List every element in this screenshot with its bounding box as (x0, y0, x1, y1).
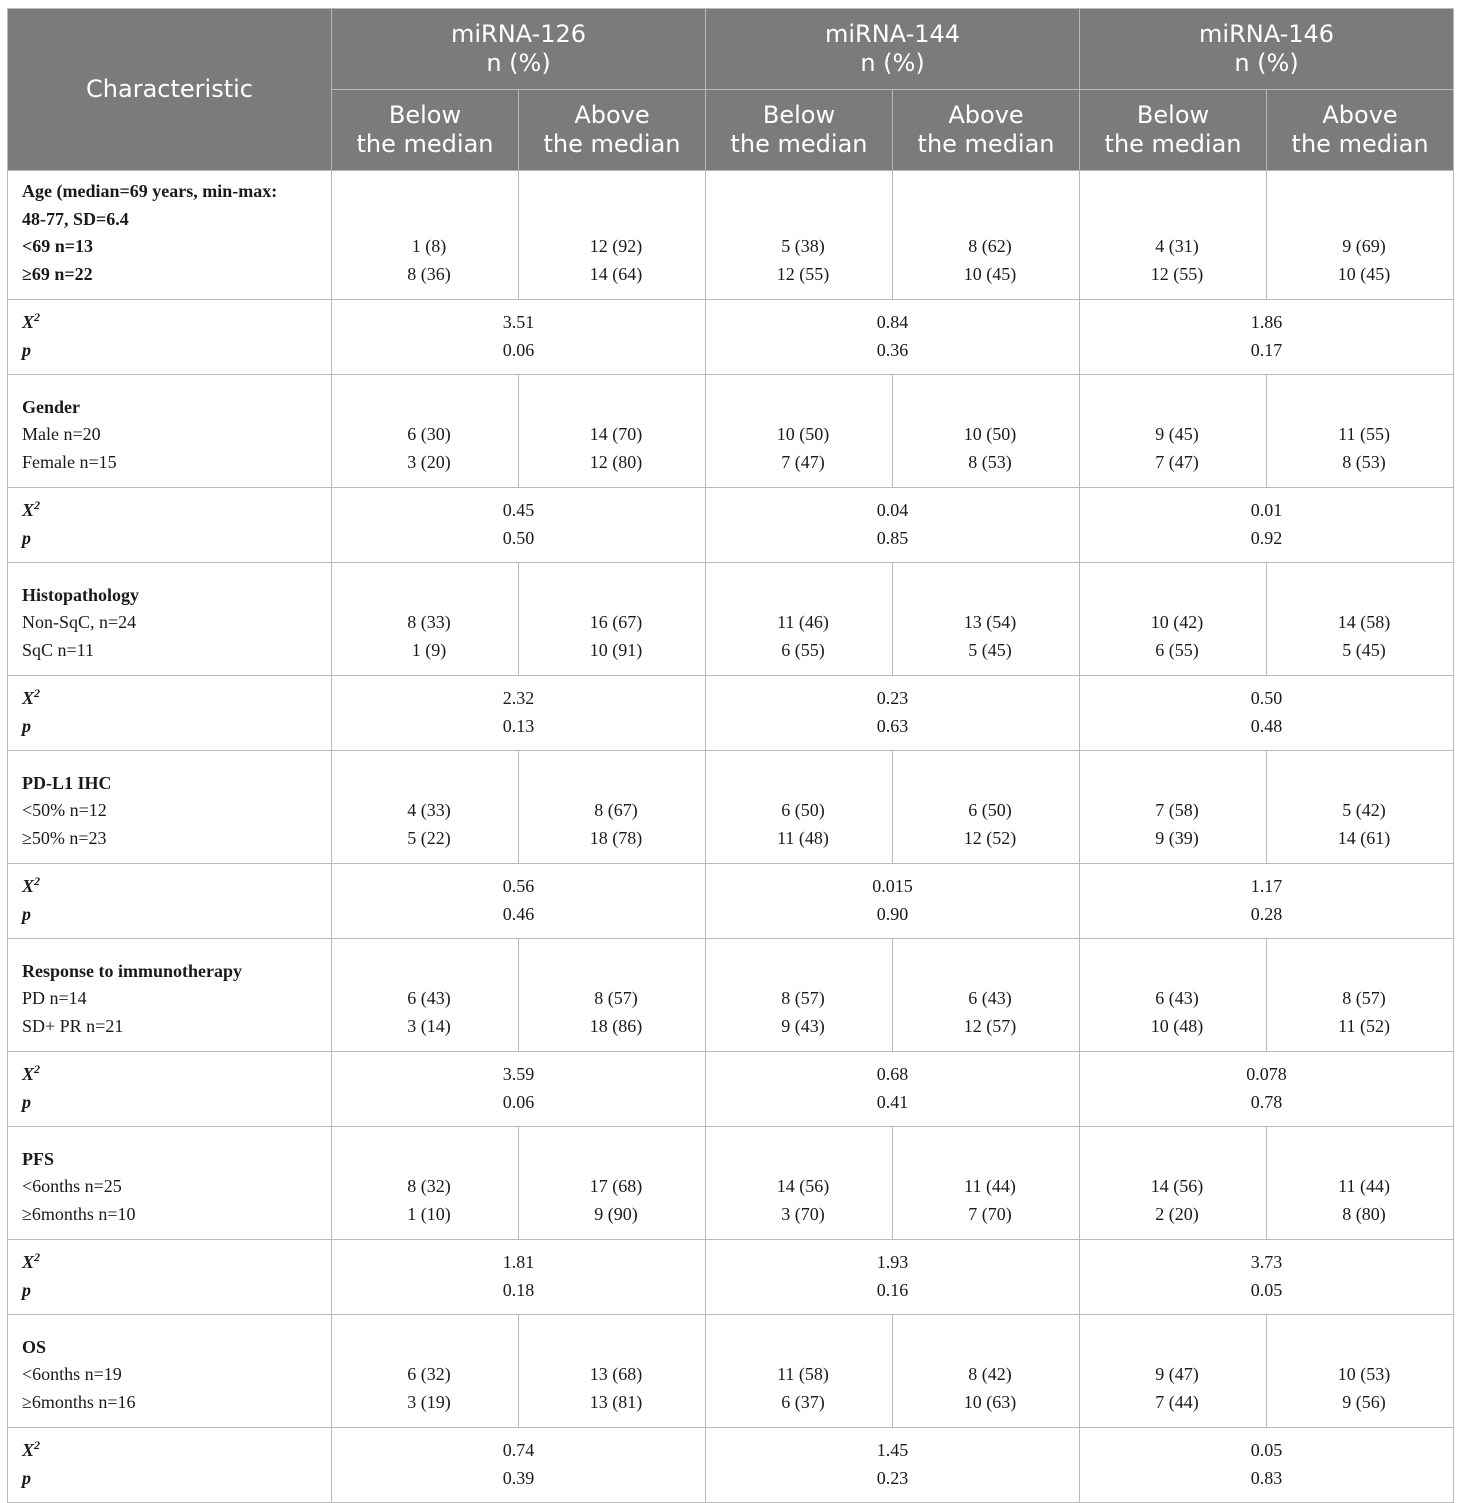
group-row (8, 1315, 1454, 1428)
p-value-label: p (22, 528, 31, 548)
count-value: 12 (57) (963, 1016, 1017, 1037)
count-value: 10 (42) (1150, 612, 1204, 633)
p-value: 0.48 (1250, 716, 1283, 736)
chi-square-value: 0.84 (876, 312, 909, 333)
chi-square-value: 0.45 (502, 500, 535, 521)
count-value: 8 (80) (1342, 1204, 1386, 1225)
count-value: 10 (91) (589, 640, 643, 661)
stat-value-cell (332, 864, 706, 939)
chi-label-text: X (22, 312, 35, 333)
count-value: 6 (43) (968, 988, 1012, 1009)
category-label: ≥6months n=10 (22, 1204, 136, 1225)
count-value: 6 (32) (407, 1364, 451, 1385)
category-label: <6onths n=19 (22, 1364, 122, 1385)
below-median-header (706, 90, 893, 171)
count-value: 5 (45) (1342, 640, 1386, 661)
characteristic-cell (8, 1315, 332, 1428)
category-label: ≥69 n=22 (22, 264, 93, 285)
stat-label-cell (8, 1052, 332, 1127)
p-value: 0.46 (502, 904, 535, 924)
count-value: 8 (32) (407, 1176, 451, 1197)
sub-line: the median (1104, 130, 1242, 158)
count-value: 16 (67) (589, 612, 643, 633)
characteristic-title: 48-77, SD=6.4 (22, 208, 129, 229)
group-row (8, 171, 1454, 300)
category-label: <69 n=13 (22, 236, 94, 257)
count-value: 11 (44) (1338, 1176, 1390, 1197)
count-cell (519, 563, 706, 676)
count-value: 1 (10) (407, 1204, 451, 1225)
p-value: 0.83 (1250, 1468, 1283, 1488)
sub-line: Above (1322, 101, 1398, 129)
count-value: 7 (44) (1155, 1392, 1199, 1413)
chi-square-label (22, 497, 331, 525)
stat-label-cell (8, 488, 332, 563)
count-cell (1267, 375, 1454, 488)
chi-square-value: 3.59 (502, 1064, 535, 1085)
count-value: 5 (38) (781, 236, 825, 257)
stat-value-cell (332, 300, 706, 375)
p-value: 0.41 (876, 1092, 909, 1112)
p-value: 0.78 (1250, 1092, 1283, 1112)
count-value: 3 (19) (407, 1392, 451, 1413)
chi-square-value: 0.74 (502, 1440, 535, 1461)
count-value: 10 (53) (1337, 1364, 1391, 1385)
sub-line: Below (1136, 101, 1210, 129)
chi-square-value: 0.50 (1250, 688, 1283, 709)
stat-label-cell (8, 1240, 332, 1315)
stat-row (8, 864, 1454, 939)
p-value-label: p (22, 1092, 31, 1112)
p-value: 0.23 (876, 1468, 909, 1488)
count-cell (1080, 939, 1267, 1052)
count-value: 6 (55) (1155, 640, 1199, 661)
count-value: 18 (78) (589, 828, 643, 849)
count-cell (893, 1315, 1080, 1428)
chi-square-label (22, 685, 331, 713)
sub-line: Below (762, 101, 836, 129)
count-value: 11 (46) (777, 612, 829, 633)
group-unit: n (%) (486, 49, 551, 77)
category-label: PD n=14 (22, 988, 87, 1009)
count-cell (706, 1315, 893, 1428)
characteristic-header: Characteristic (8, 9, 332, 171)
characteristic-title: PFS (22, 1148, 55, 1169)
count-cell (706, 563, 893, 676)
characteristic-title: Response to immunotherapy (22, 960, 243, 981)
characteristic-cell (8, 939, 332, 1052)
stat-value-cell (706, 488, 1080, 563)
p-value-label: p (22, 716, 31, 736)
chi-square-value: 3.73 (1250, 1252, 1283, 1273)
category-label: Non-SqC, n=24 (22, 612, 137, 633)
count-value: 1 (8) (411, 236, 447, 257)
count-value: 8 (67) (594, 800, 638, 821)
count-value: 8 (42) (968, 1364, 1012, 1385)
p-value: 0.92 (1250, 528, 1283, 548)
count-value: 10 (45) (963, 264, 1017, 285)
stat-value-cell (706, 676, 1080, 751)
count-value: 6 (43) (407, 988, 451, 1009)
count-cell (1080, 375, 1267, 488)
count-value: 5 (42) (1342, 800, 1386, 821)
count-value: 8 (57) (594, 988, 638, 1009)
chi-square-value: 0.078 (1246, 1064, 1287, 1085)
stat-value-cell (1080, 300, 1454, 375)
count-cell (519, 1315, 706, 1428)
count-value: 9 (43) (781, 1016, 825, 1037)
count-cell (1080, 751, 1267, 864)
p-value: 0.05 (1250, 1280, 1283, 1300)
above-median-header (893, 90, 1080, 171)
count-value: 8 (57) (781, 988, 825, 1009)
count-value: 2 (20) (1155, 1204, 1199, 1225)
count-value: 6 (55) (781, 640, 825, 661)
stat-value-cell (1080, 676, 1454, 751)
count-cell (706, 375, 893, 488)
count-value: 11 (52) (1338, 1016, 1390, 1037)
count-value: 14 (56) (776, 1176, 830, 1197)
p-value-label: p (22, 1468, 31, 1488)
category-label: Female n=15 (22, 452, 117, 473)
above-median-header (1267, 90, 1454, 171)
stat-value-cell (332, 676, 706, 751)
chi-square-value: 3.51 (502, 312, 535, 333)
p-value: 0.16 (876, 1280, 909, 1300)
chi-label-text: X (22, 688, 35, 709)
count-value: 8 (53) (968, 452, 1012, 473)
stat-row (8, 1428, 1454, 1503)
chi-label-sup: 2 (34, 874, 41, 889)
stat-label-cell (8, 864, 332, 939)
stat-label-cell (8, 1428, 332, 1503)
count-cell (519, 939, 706, 1052)
count-cell (332, 563, 519, 676)
chi-square-label (22, 873, 331, 901)
count-value: 14 (56) (1150, 1176, 1204, 1197)
count-cell (332, 375, 519, 488)
characteristic-cell (8, 375, 332, 488)
count-value: 9 (69) (1342, 236, 1386, 257)
count-cell (519, 751, 706, 864)
count-value: 7 (47) (1155, 452, 1199, 473)
count-value: 10 (63) (963, 1392, 1017, 1413)
sub-line: Below (388, 101, 462, 129)
chi-label-text: X (22, 1440, 35, 1461)
count-cell (1267, 751, 1454, 864)
count-value: 14 (61) (1337, 828, 1391, 849)
characteristic-title: Histopathology (22, 584, 140, 605)
count-value: 14 (70) (589, 424, 643, 445)
p-value-label: p (22, 340, 31, 360)
count-value: 12 (80) (589, 452, 643, 473)
count-value: 6 (50) (968, 800, 1012, 821)
count-cell (1267, 171, 1454, 300)
count-value: 14 (58) (1337, 612, 1391, 633)
chi-square-value: 0.04 (876, 500, 909, 521)
stat-row (8, 1052, 1454, 1127)
group-row (8, 563, 1454, 676)
category-label: Male n=20 (22, 424, 101, 445)
chi-square-value: 0.68 (876, 1064, 909, 1085)
p-value: 0.06 (502, 340, 535, 360)
count-cell (893, 751, 1080, 864)
count-cell (893, 563, 1080, 676)
count-value: 9 (45) (1155, 424, 1199, 445)
count-value: 13 (81) (589, 1392, 643, 1413)
below-median-header (332, 90, 519, 171)
p-value: 0.36 (876, 340, 909, 360)
below-median-header (1080, 90, 1267, 171)
characteristic-cell (8, 563, 332, 676)
chi-label-sup: 2 (34, 1250, 41, 1265)
count-value: 17 (68) (589, 1176, 643, 1197)
p-value: 0.39 (502, 1468, 535, 1488)
count-value: 14 (64) (589, 264, 643, 285)
chi-square-value: 0.56 (502, 876, 535, 897)
count-cell (1267, 939, 1454, 1052)
chi-label-sup: 2 (34, 686, 41, 701)
count-value: 6 (30) (407, 424, 451, 445)
stat-value-cell (1080, 488, 1454, 563)
stat-value-cell (706, 1428, 1080, 1503)
category-label: SqC n=11 (22, 640, 94, 661)
p-value: 0.17 (1250, 340, 1283, 360)
count-value: 12 (92) (589, 236, 643, 257)
count-value: 3 (14) (407, 1016, 451, 1037)
count-cell (706, 751, 893, 864)
count-cell (1267, 1315, 1454, 1428)
chi-square-value: 1.93 (876, 1252, 909, 1273)
category-label: <6onths n=25 (22, 1176, 122, 1197)
chi-label-sup: 2 (34, 1062, 41, 1077)
group-unit: n (%) (860, 49, 925, 77)
chi-square-value: 1.17 (1250, 876, 1283, 897)
count-value: 3 (20) (407, 452, 451, 473)
stat-value-cell (706, 300, 1080, 375)
count-value: 8 (57) (1342, 988, 1386, 1009)
p-value-label: p (22, 1280, 31, 1300)
count-value: 11 (44) (964, 1176, 1016, 1197)
characteristic-title: OS (22, 1336, 47, 1357)
chi-label-sup: 2 (34, 498, 41, 513)
chi-square-value: 1.45 (876, 1440, 909, 1461)
chi-label-text: X (22, 1064, 35, 1085)
count-value: 18 (86) (589, 1016, 643, 1037)
count-cell (519, 171, 706, 300)
p-value: 0.85 (876, 528, 909, 548)
group-row (8, 939, 1454, 1052)
count-value: 10 (45) (1337, 264, 1391, 285)
p-value: 0.28 (1250, 904, 1283, 924)
stat-label-cell (8, 300, 332, 375)
chi-square-label (22, 309, 331, 337)
count-cell (1080, 171, 1267, 300)
stat-row (8, 1240, 1454, 1315)
p-value: 0.13 (502, 716, 535, 736)
count-value: 10 (50) (776, 424, 830, 445)
count-cell (706, 171, 893, 300)
p-value: 0.63 (876, 716, 909, 736)
stat-value-cell (1080, 1240, 1454, 1315)
chi-label-text: X (22, 876, 35, 897)
count-value: 5 (22) (407, 828, 451, 849)
stat-value-cell (706, 864, 1080, 939)
count-value: 9 (56) (1342, 1392, 1386, 1413)
group-name: miRNA-144 (825, 20, 961, 48)
chi-square-value: 0.01 (1250, 500, 1283, 521)
count-cell (893, 1127, 1080, 1240)
count-value: 13 (54) (963, 612, 1017, 633)
chi-square-value: 1.86 (1250, 312, 1283, 333)
characteristic-title: Gender (22, 396, 80, 417)
p-value: 0.50 (502, 528, 535, 548)
characteristic-cell (8, 751, 332, 864)
count-value: 11 (58) (777, 1364, 829, 1385)
stat-value-cell (332, 1428, 706, 1503)
count-value: 4 (31) (1155, 236, 1199, 257)
table-body (8, 171, 1454, 1503)
stat-value-cell (332, 1052, 706, 1127)
chi-square-value: 1.81 (502, 1252, 535, 1273)
chi-label-text: X (22, 1252, 35, 1273)
sub-line: Above (574, 101, 650, 129)
category-label: ≥6months n=16 (22, 1392, 136, 1413)
chi-square-label (22, 1061, 331, 1089)
count-value: 8 (53) (1342, 452, 1386, 473)
category-label: <50% n=12 (22, 800, 107, 821)
characteristic-cell (8, 171, 332, 300)
count-value: 10 (48) (1150, 1016, 1204, 1037)
count-cell (519, 375, 706, 488)
count-value: 5 (45) (968, 640, 1012, 661)
count-value: 11 (55) (1338, 424, 1390, 445)
count-value: 8 (33) (407, 612, 451, 633)
count-cell (1080, 1315, 1267, 1428)
count-value: 6 (50) (781, 800, 825, 821)
count-value: 8 (36) (407, 264, 451, 285)
mirna-146-header (1080, 9, 1454, 90)
count-value: 4 (33) (407, 800, 451, 821)
chi-label-text: X (22, 500, 35, 521)
count-value: 13 (68) (589, 1364, 643, 1385)
chi-square-label (22, 1437, 331, 1465)
count-cell (706, 939, 893, 1052)
count-value: 12 (52) (963, 828, 1017, 849)
category-label: SD+ PR n=21 (22, 1016, 124, 1037)
chi-square-value: 0.05 (1250, 1440, 1283, 1461)
sub-line: the median (1291, 130, 1429, 158)
chi-square-value: 0.23 (876, 688, 909, 709)
p-value-label: p (22, 904, 31, 924)
count-value: 12 (55) (776, 264, 830, 285)
count-value: 7 (47) (781, 452, 825, 473)
chi-label-sup: 2 (34, 310, 41, 325)
p-value: 0.90 (876, 904, 909, 924)
count-value: 1 (9) (411, 640, 447, 661)
above-median-header (519, 90, 706, 171)
count-cell (1080, 1127, 1267, 1240)
results-table (7, 8, 1454, 1503)
sub-line: the median (917, 130, 1055, 158)
chi-square-value: 2.32 (502, 688, 535, 709)
count-value: 6 (37) (781, 1392, 825, 1413)
p-value: 0.06 (502, 1092, 535, 1112)
stat-value-cell (1080, 1052, 1454, 1127)
count-cell (893, 171, 1080, 300)
stat-value-cell (706, 1240, 1080, 1315)
stat-value-cell (706, 1052, 1080, 1127)
count-value: 7 (58) (1155, 800, 1199, 821)
category-label: ≥50% n=23 (22, 828, 107, 849)
count-cell (1080, 563, 1267, 676)
count-cell (332, 1127, 519, 1240)
count-value: 9 (90) (594, 1204, 638, 1225)
group-unit: n (%) (1234, 49, 1299, 77)
count-value: 6 (43) (1155, 988, 1199, 1009)
chi-square-label (22, 1249, 331, 1277)
sub-line: the median (543, 130, 681, 158)
count-cell (332, 1315, 519, 1428)
count-value: 10 (50) (963, 424, 1017, 445)
count-cell (332, 939, 519, 1052)
count-value: 8 (62) (968, 236, 1012, 257)
header-row-groups (8, 9, 1454, 90)
count-value: 9 (39) (1155, 828, 1199, 849)
count-cell (893, 939, 1080, 1052)
sub-line: the median (730, 130, 868, 158)
characteristic-title: Age (median=69 years, min-max: (22, 180, 278, 201)
count-value: 11 (48) (777, 828, 829, 849)
group-row (8, 1127, 1454, 1240)
count-cell (1267, 1127, 1454, 1240)
group-row (8, 375, 1454, 488)
stat-row (8, 488, 1454, 563)
sub-line: Above (948, 101, 1024, 129)
stat-value-cell (332, 1240, 706, 1315)
p-value: 0.18 (502, 1280, 535, 1300)
count-value: 7 (70) (968, 1204, 1012, 1225)
group-row (8, 751, 1454, 864)
group-name: miRNA-146 (1199, 20, 1335, 48)
count-cell (332, 171, 519, 300)
characteristic-title: PD-L1 IHC (22, 772, 112, 793)
count-cell (893, 375, 1080, 488)
stat-value-cell (332, 488, 706, 563)
count-value: 9 (47) (1155, 1364, 1199, 1385)
stat-label-cell (8, 676, 332, 751)
sub-line: the median (356, 130, 494, 158)
stat-row (8, 300, 1454, 375)
chi-label-sup: 2 (34, 1438, 41, 1453)
characteristic-cell (8, 1127, 332, 1240)
count-cell (519, 1127, 706, 1240)
count-cell (332, 751, 519, 864)
chi-square-value: 0.015 (872, 876, 913, 897)
mirna-144-header (706, 9, 1080, 90)
count-cell (1267, 563, 1454, 676)
stat-value-cell (1080, 864, 1454, 939)
count-value: 3 (70) (781, 1204, 825, 1225)
group-name: miRNA-126 (450, 20, 587, 48)
mirna-126-header (332, 9, 706, 90)
stat-value-cell (1080, 1428, 1454, 1503)
stat-row (8, 676, 1454, 751)
count-value: 12 (55) (1150, 264, 1204, 285)
count-cell (706, 1127, 893, 1240)
